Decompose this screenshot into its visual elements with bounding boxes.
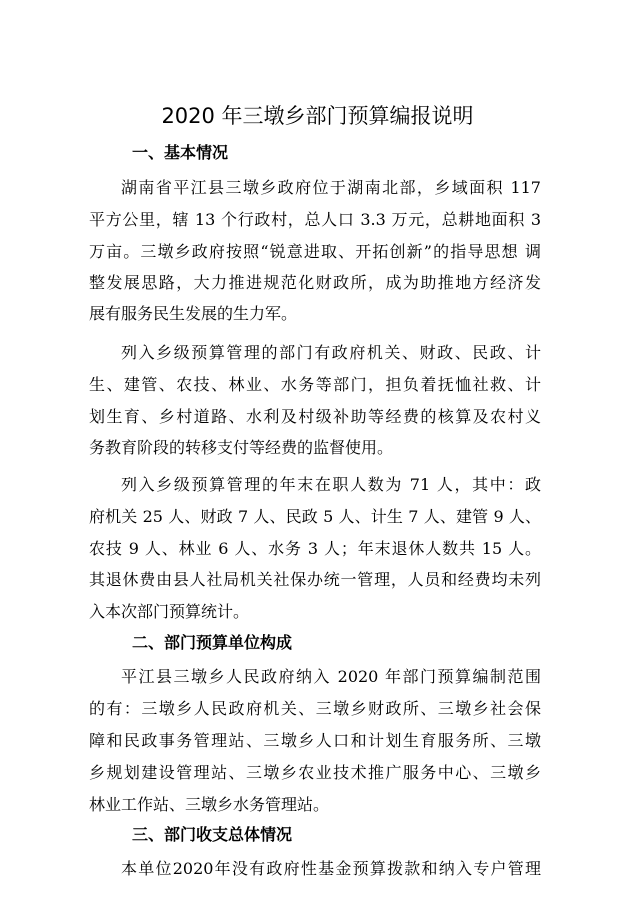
paragraph-line: 生、建管、农技、林业、水务等部门，担负着抚恤社救、计 <box>89 375 541 394</box>
section-heading-budget-units: 二、部门预算单位构成 <box>132 633 293 652</box>
paragraph-line: 平江县三墩乡人民政府纳入 2020 年部门预算编制范围 <box>121 667 541 686</box>
paragraph-line: 展有服务民生发展的生力军。 <box>89 304 298 323</box>
paragraph-line: 府机关 25 人、财政 7 人、民政 5 人、计生 7 人、建管 9 人、 <box>89 507 541 526</box>
document-title: 2020 年三墩乡部门预算编报说明 <box>161 104 474 128</box>
paragraph-line: 林业工作站、三墩乡水务管理站。 <box>89 795 330 814</box>
paragraph-line: 湖南省平江县三墩乡政府位于湖南北部，乡域面积 117 <box>121 178 541 197</box>
paragraph-line: 划生育、乡村道路、水利及村级补助等经费的核算及农村义 <box>89 407 541 426</box>
paragraph-line: 其退休费由县人社局机关社保办统一管理，人员和经费均未列 <box>89 570 541 589</box>
paragraph-line: 障和民政事务管理站、三墩乡人口和计划生育服务所、三墩 <box>89 731 541 750</box>
paragraph-line: 本单位2020年没有政府性基金预算拨款和纳入专户管理 <box>121 859 541 878</box>
paragraph-line: 农技 9 人、林业 6 人、水务 3 人；年末退休人数共 15 人。 <box>89 539 541 558</box>
section-heading-basic-info: 一、基本情况 <box>132 143 229 162</box>
section-heading-revenue-expenditure: 三、部门收支总体情况 <box>132 825 293 844</box>
paragraph-line: 平方公里，辖 13 个行政村，总人口 3.3 万元，总耕地面积 3 <box>89 210 541 229</box>
paragraph-line: 的有：三墩乡人民政府机关、三墩乡财政所、三墩乡社会保 <box>89 699 541 718</box>
paragraph-line: 列入乡级预算管理的年末在职人数为 71 人，其中：政 <box>121 475 541 494</box>
paragraph-line: 入本次部门预算统计。 <box>89 602 250 621</box>
paragraph-line: 万亩。三墩乡政府按照“锐意进取、开拓创新”的指导思想 调 <box>89 242 541 261</box>
paragraph-line: 列入乡级预算管理的部门有政府机关、财政、民政、计 <box>121 343 541 362</box>
paragraph-line: 务教育阶段的转移支付等经费的监督使用。 <box>89 438 394 457</box>
paragraph-line: 乡规划建设管理站、三墩乡农业技术推广服务中心、三墩乡 <box>89 763 541 782</box>
paragraph-line: 整发展思路，大力推进规范化财政所，成为助推地方经济发 <box>89 273 541 292</box>
